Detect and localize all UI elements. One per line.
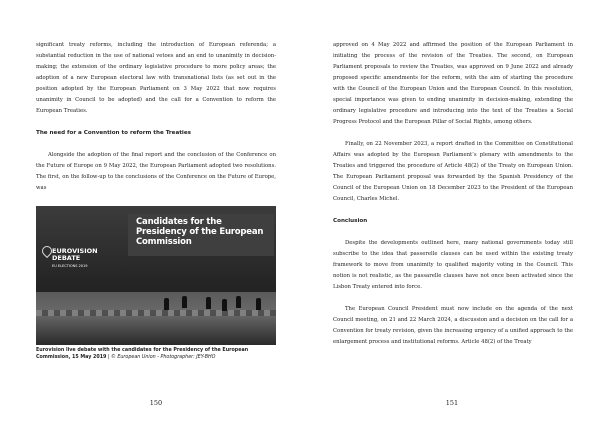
left-page xyxy=(36,40,276,400)
caption-text: Eurovision live debate with the candidates for the Presidency of the European Commission, 15 May 2019 xyxy=(36,348,249,360)
caption-credit: | © European Union - Photographer: JEY-BHO xyxy=(106,354,216,360)
logo-line-3: EU ELECTIONS 2019 xyxy=(52,264,88,268)
left-paragraph-1: significant treaty reforms, including the introduction of European referenda; a substantial reduction in the use of national vetoes and an end to unanimity in decision-making; the extension of the ordinary legislative procedure to more policy areas; the adoption of a new European electoral law with transnational lists (as set out in the position adopted by the European Parliament on 3 May 2022 that now requires unanimity in Council to be adopted) and the call for a Convention to reform the European Treaties. xyxy=(36,42,276,114)
debate-photo xyxy=(36,206,276,345)
logo-line-1: EUROVISION xyxy=(52,247,98,255)
eurovision-logo xyxy=(52,248,98,270)
section-heading-conclusion: Conclusion xyxy=(333,218,368,224)
candidate-figure xyxy=(256,298,261,310)
photo-caption xyxy=(36,348,276,361)
candidate-figure xyxy=(236,296,241,308)
candidate-figure xyxy=(222,299,227,311)
logo-line-2: DEBATE xyxy=(52,254,81,262)
left-paragraph-2: Alongside the adoption of the final report and the conclusion of the Conference on the Future of Europe on 9 May 2022, the European Parliament adopted two resolutions. The first, on the follow-up to the conclusions of the Conference on the Future of Europe, was xyxy=(36,152,276,191)
right-paragraph-1: approved on 4 May 2022 and affirmed the position of the European Parliament in initiating the process of the revision of the Treaties. The second, on European Parliament proposals to review the Treaties, was approved on 9 June 2022 and already proposed specific amendments for the reform, with the aim of starting the procedure with the Council of the European Union and the European Council. In this resolution, special importance was given to ending unanimity in decision-making, extending the ordinary legislative procedure and introducing into the text of the Treaties a Social Progress Protocol and the European Pillar of Social Rights, among others. xyxy=(333,42,573,125)
right-paragraph-4: The European Council President must now include on the agenda of the next Council meeting, on 21 and 22 March 2024, a discussion and a decision on the call for a Convention for treaty revision, given the increasing urgency of a unified approach to the enlargement process and institutional reforms. Article 48(2) of the Treaty xyxy=(333,306,573,345)
candidate-figure xyxy=(206,297,211,309)
right-paragraph-2: Finally, on 22 November 2023, a report drafted in the Committee on Constitutional Affairs was adopted by the European Parliament’s plenary with amendments to the Treaties and triggered the procedure of Article 48(2) of the Treaty on European Union. The European Parliament proposal was forwarded by the Spanish Presidency of the Council of the European Union on 18 December 2023 to the President of the European Council, Charles Michel. xyxy=(333,141,573,202)
section-heading-convention: The need for a Convention to reform the Treaties xyxy=(36,130,191,136)
page-number-left: 150 xyxy=(149,399,163,407)
right-paragraph-3: Despite the developments outlined here, many national governments today still subscribe to the idea that passerelle clauses can be used within the existing treaty framework to move from unanimity to qualified majority voting in the Council. This notion is not realistic, as the passarelle clauses have not once been activated since the Lisbon Treaty entered into force. xyxy=(333,240,573,290)
page-number-right: 151 xyxy=(445,399,459,407)
photo-screen-text: Candidates for the Presidency of the European Commission xyxy=(136,217,264,247)
right-page xyxy=(333,40,573,400)
stage-stripes xyxy=(36,310,276,316)
candidate-figure xyxy=(182,296,187,308)
candidate-figure xyxy=(164,298,169,310)
